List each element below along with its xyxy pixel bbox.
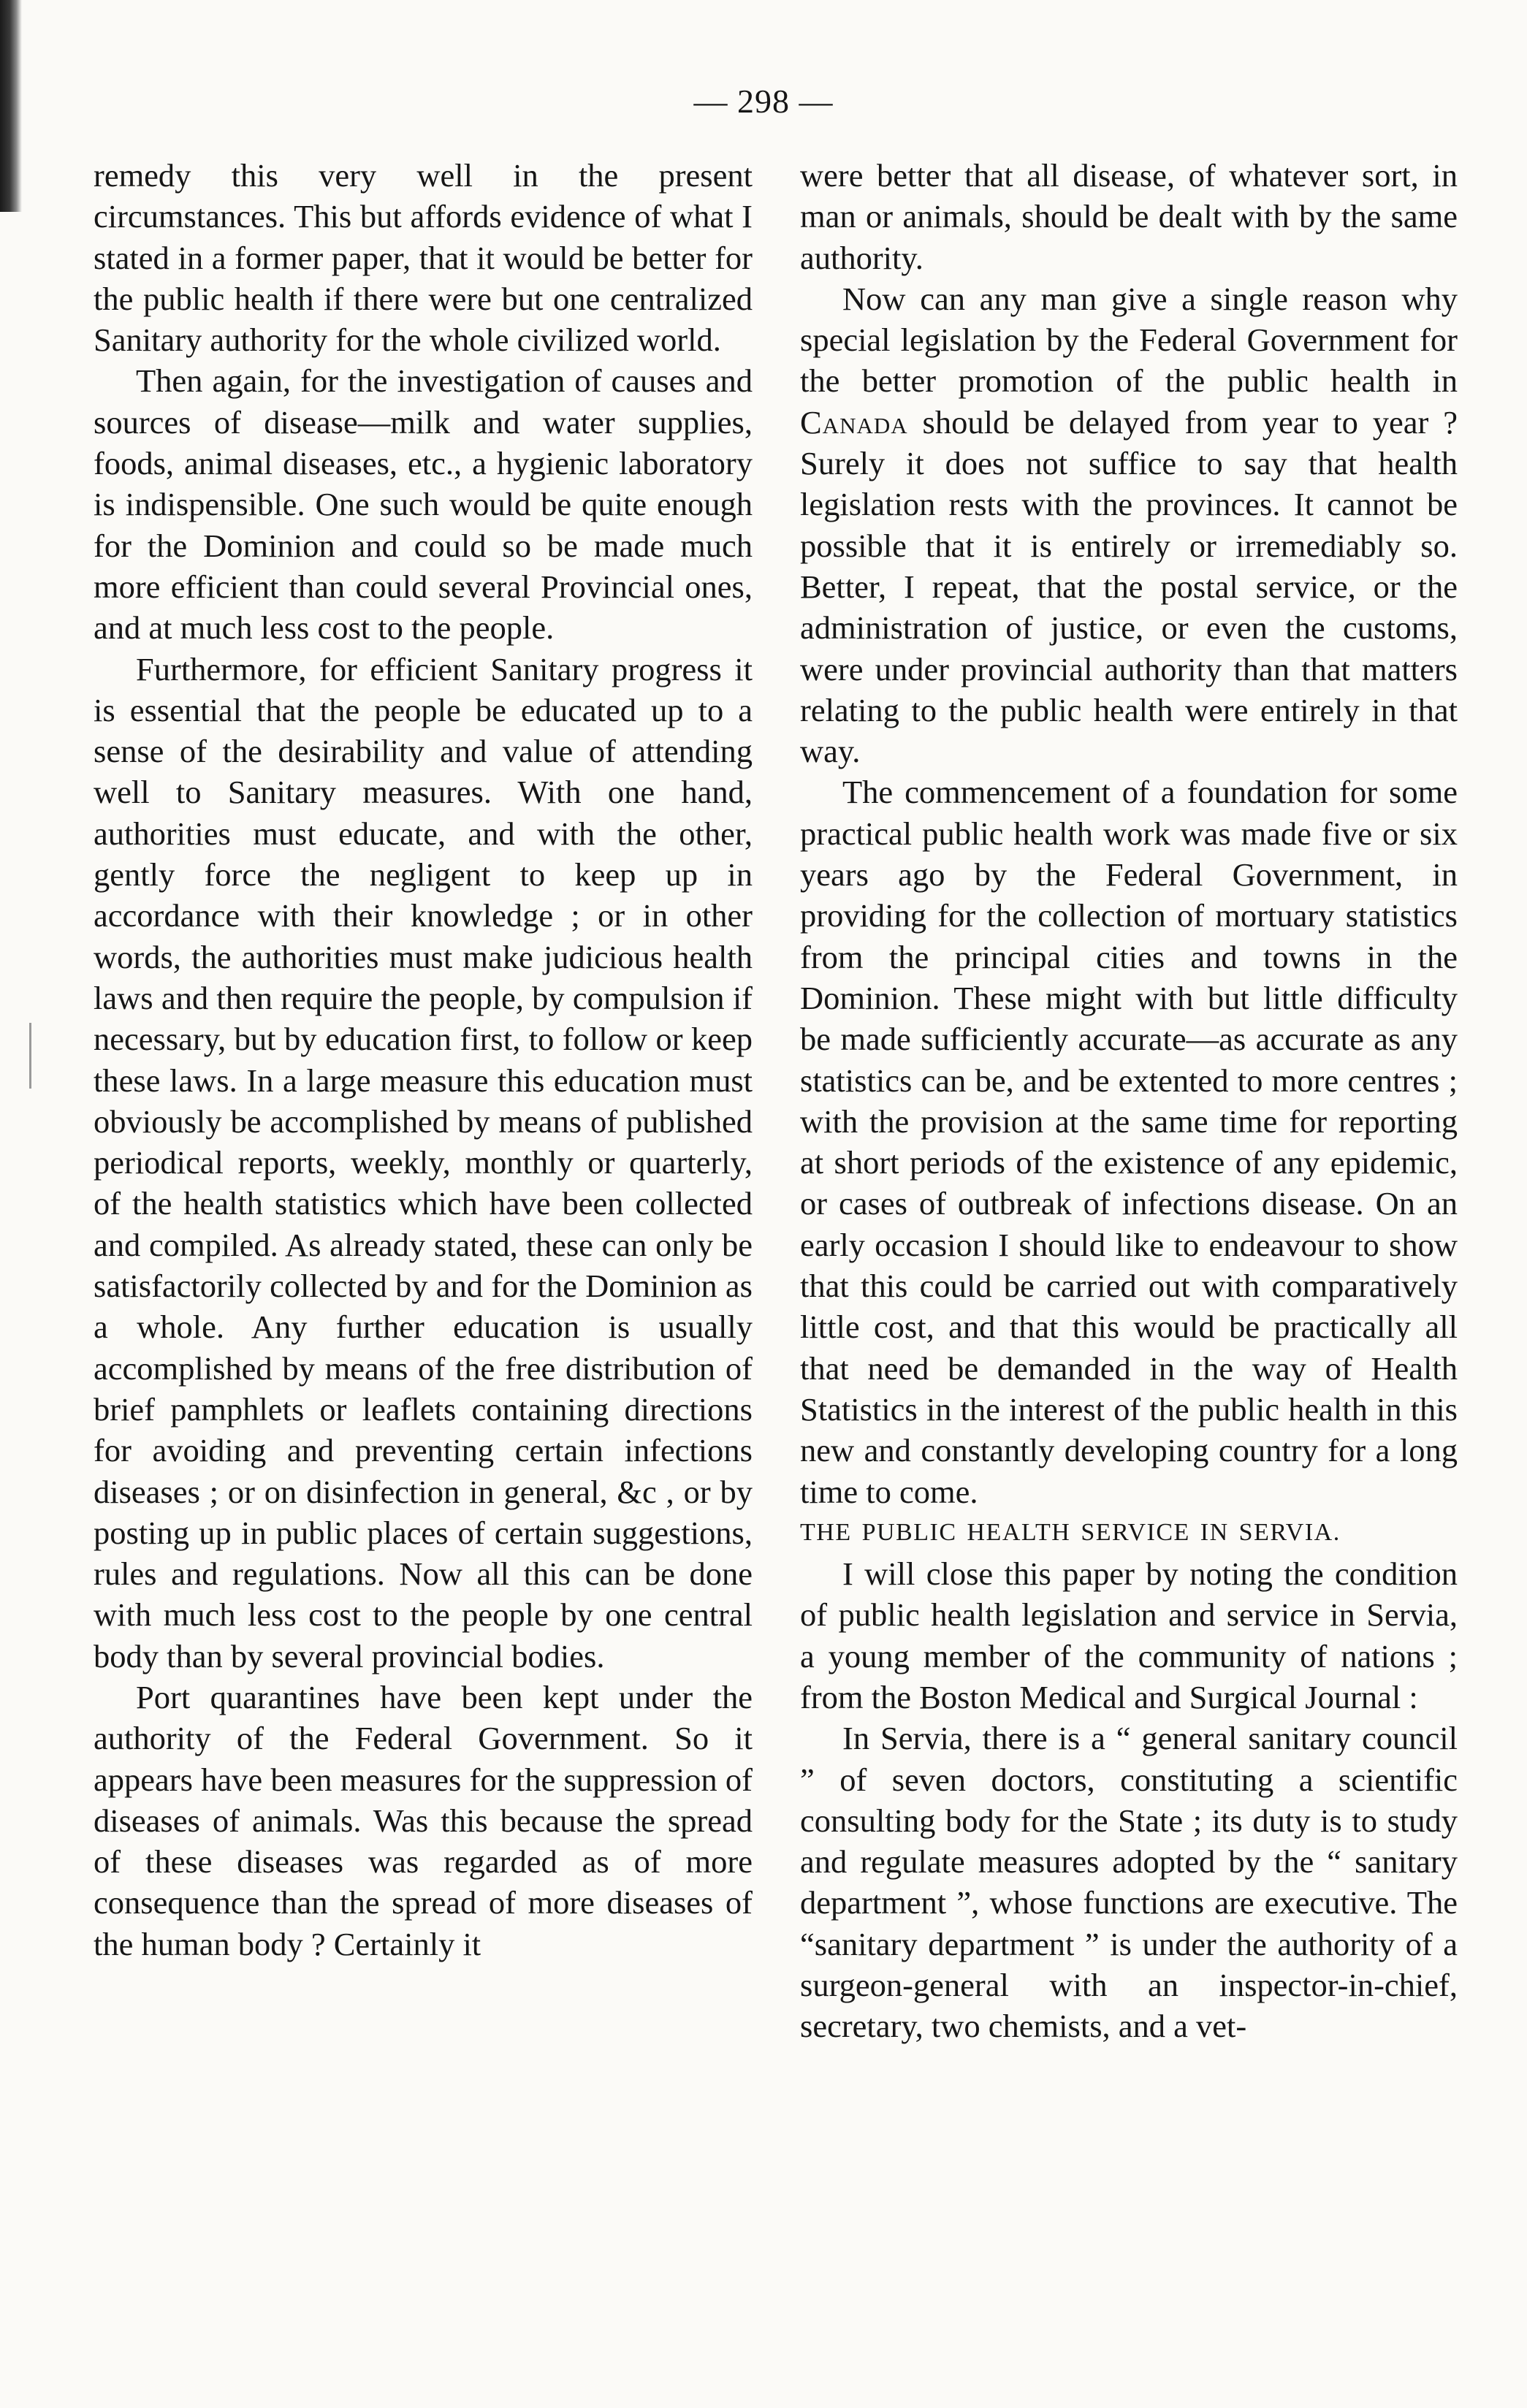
paragraph: In Servia, there is a “ general sanitary council ” of seven doctors, constituting a scientific consulting body for the State ; its duty is to study and regulate measures adopted by the “ sanitary department ”, whose functions are executive. The “sanitary department ” is under the authority of a surgeon-general with an inspector-in-chief, secretary, two chemists, and a vet- — [800, 1720, 1458, 2045]
paragraph: Then again, for the investigation of causes and sources of disease—milk and water supplies, foods, animal diseases, etc., a hygienic laboratory is indispensible. One such would be quite enough for the Dominion and could so be made much more efficient than could several Provincial ones, and at much less cost to the people. — [94, 362, 753, 647]
country-name-small-caps: Canada — [800, 403, 908, 441]
paragraph — [800, 278, 1458, 772]
binding-mark — [29, 1023, 31, 1089]
paragraph-text: should be delayed from year to year ? Surely it does not suffice to say that health legislation rests with the provinces. It cannot be possible that it is entirely or irremediably so. Better, I repeat, that the postal service, or the administration of justice, or even the customs, were under provincial authority than that matters relating to the public health were entirely in that way. — [800, 403, 1458, 770]
section-heading: THE PUBLIC HEALTH SERVICE IN SERVIA. — [800, 1518, 1341, 1546]
paragraph-text: Now can any man give a single reason why special legislation by the Federal Government for the better promotion of the public health in — [800, 280, 1458, 400]
paragraph: The commencement of a foundation for some practical public health work was made five or six years ago by the Federal Government, in providing for the collection of mortuary statistics from the principal cities and towns in the Dominion. These might with but little difficulty be made sufficiently accurate—as accurate as any statistics can be, and be extented to more centres ; with the provision at the same time for reporting at short periods of the existence of any epidemic, or cases of outbreak of infections disease. On an early occasion I should like to endeavour to show that this could be carried out with comparatively little cost, and that this would be practically all that need be demanded in the way of Health Statistics in the interest of the public health in this new and constantly developing country for a long time to come. — [800, 774, 1458, 1510]
right-column — [800, 155, 1458, 2047]
paragraph: Port quarantines have been kept under the authority of the Federal Government. So it appears have been measures for the suppression of diseases of animals. Was this because the spread of these diseases was regarded as of more consequence than the spread of more diseases of the human body ? Certainly it — [94, 1678, 753, 1962]
paragraph: were better that all disease, of whatever sort, in man or animals, should be dealt with by the same authority. — [800, 157, 1458, 276]
paragraph: I will close this paper by noting the condition of public health legislation and service in Servia, a young member of the community of nations ; from the Boston Medical and Surgical Journal : — [800, 1555, 1458, 1715]
paragraph: Furthermore, for efficient Sanitary progress it is essential that the people be educated up to a sense of the desirability and value of attending well to Sanitary measures. With one hand, authorities must educate, and with the other, gently force the negligent to keep up in accordance with their knowledge ; or in other words, the authorities must make judicious health laws and then require the people, by compulsion if necessary, but by education first, to follow or keep these laws. In a large measure this education must obviously be accomplished by means of published periodical reports, weekly, monthly or quarterly, of the health statistics which have been collected and compiled. As already stated, these can only be satisfactorily collected by and for the Dominion as a whole. Any further education is usually accomplished by means of the free distribution of brief pamphlets or leaflets containing directions for avoiding and preventing certain infections diseases ; or on disinfection in general, &c , or by posting up in public places of certain suggestions, rules and regulations. Now all this can be done with much less cost to the people by one central body than by several provincial bodies. — [94, 650, 753, 1674]
paragraph: remedy this very well in the present circumstances. This but affords evidence of what I stated in a former paper, that it would be better for the public health if there were but one centralized Sanitary authority for the whole civilized world. — [94, 157, 753, 359]
left-column — [94, 155, 753, 1965]
page-number: — 298 — — [693, 83, 834, 120]
